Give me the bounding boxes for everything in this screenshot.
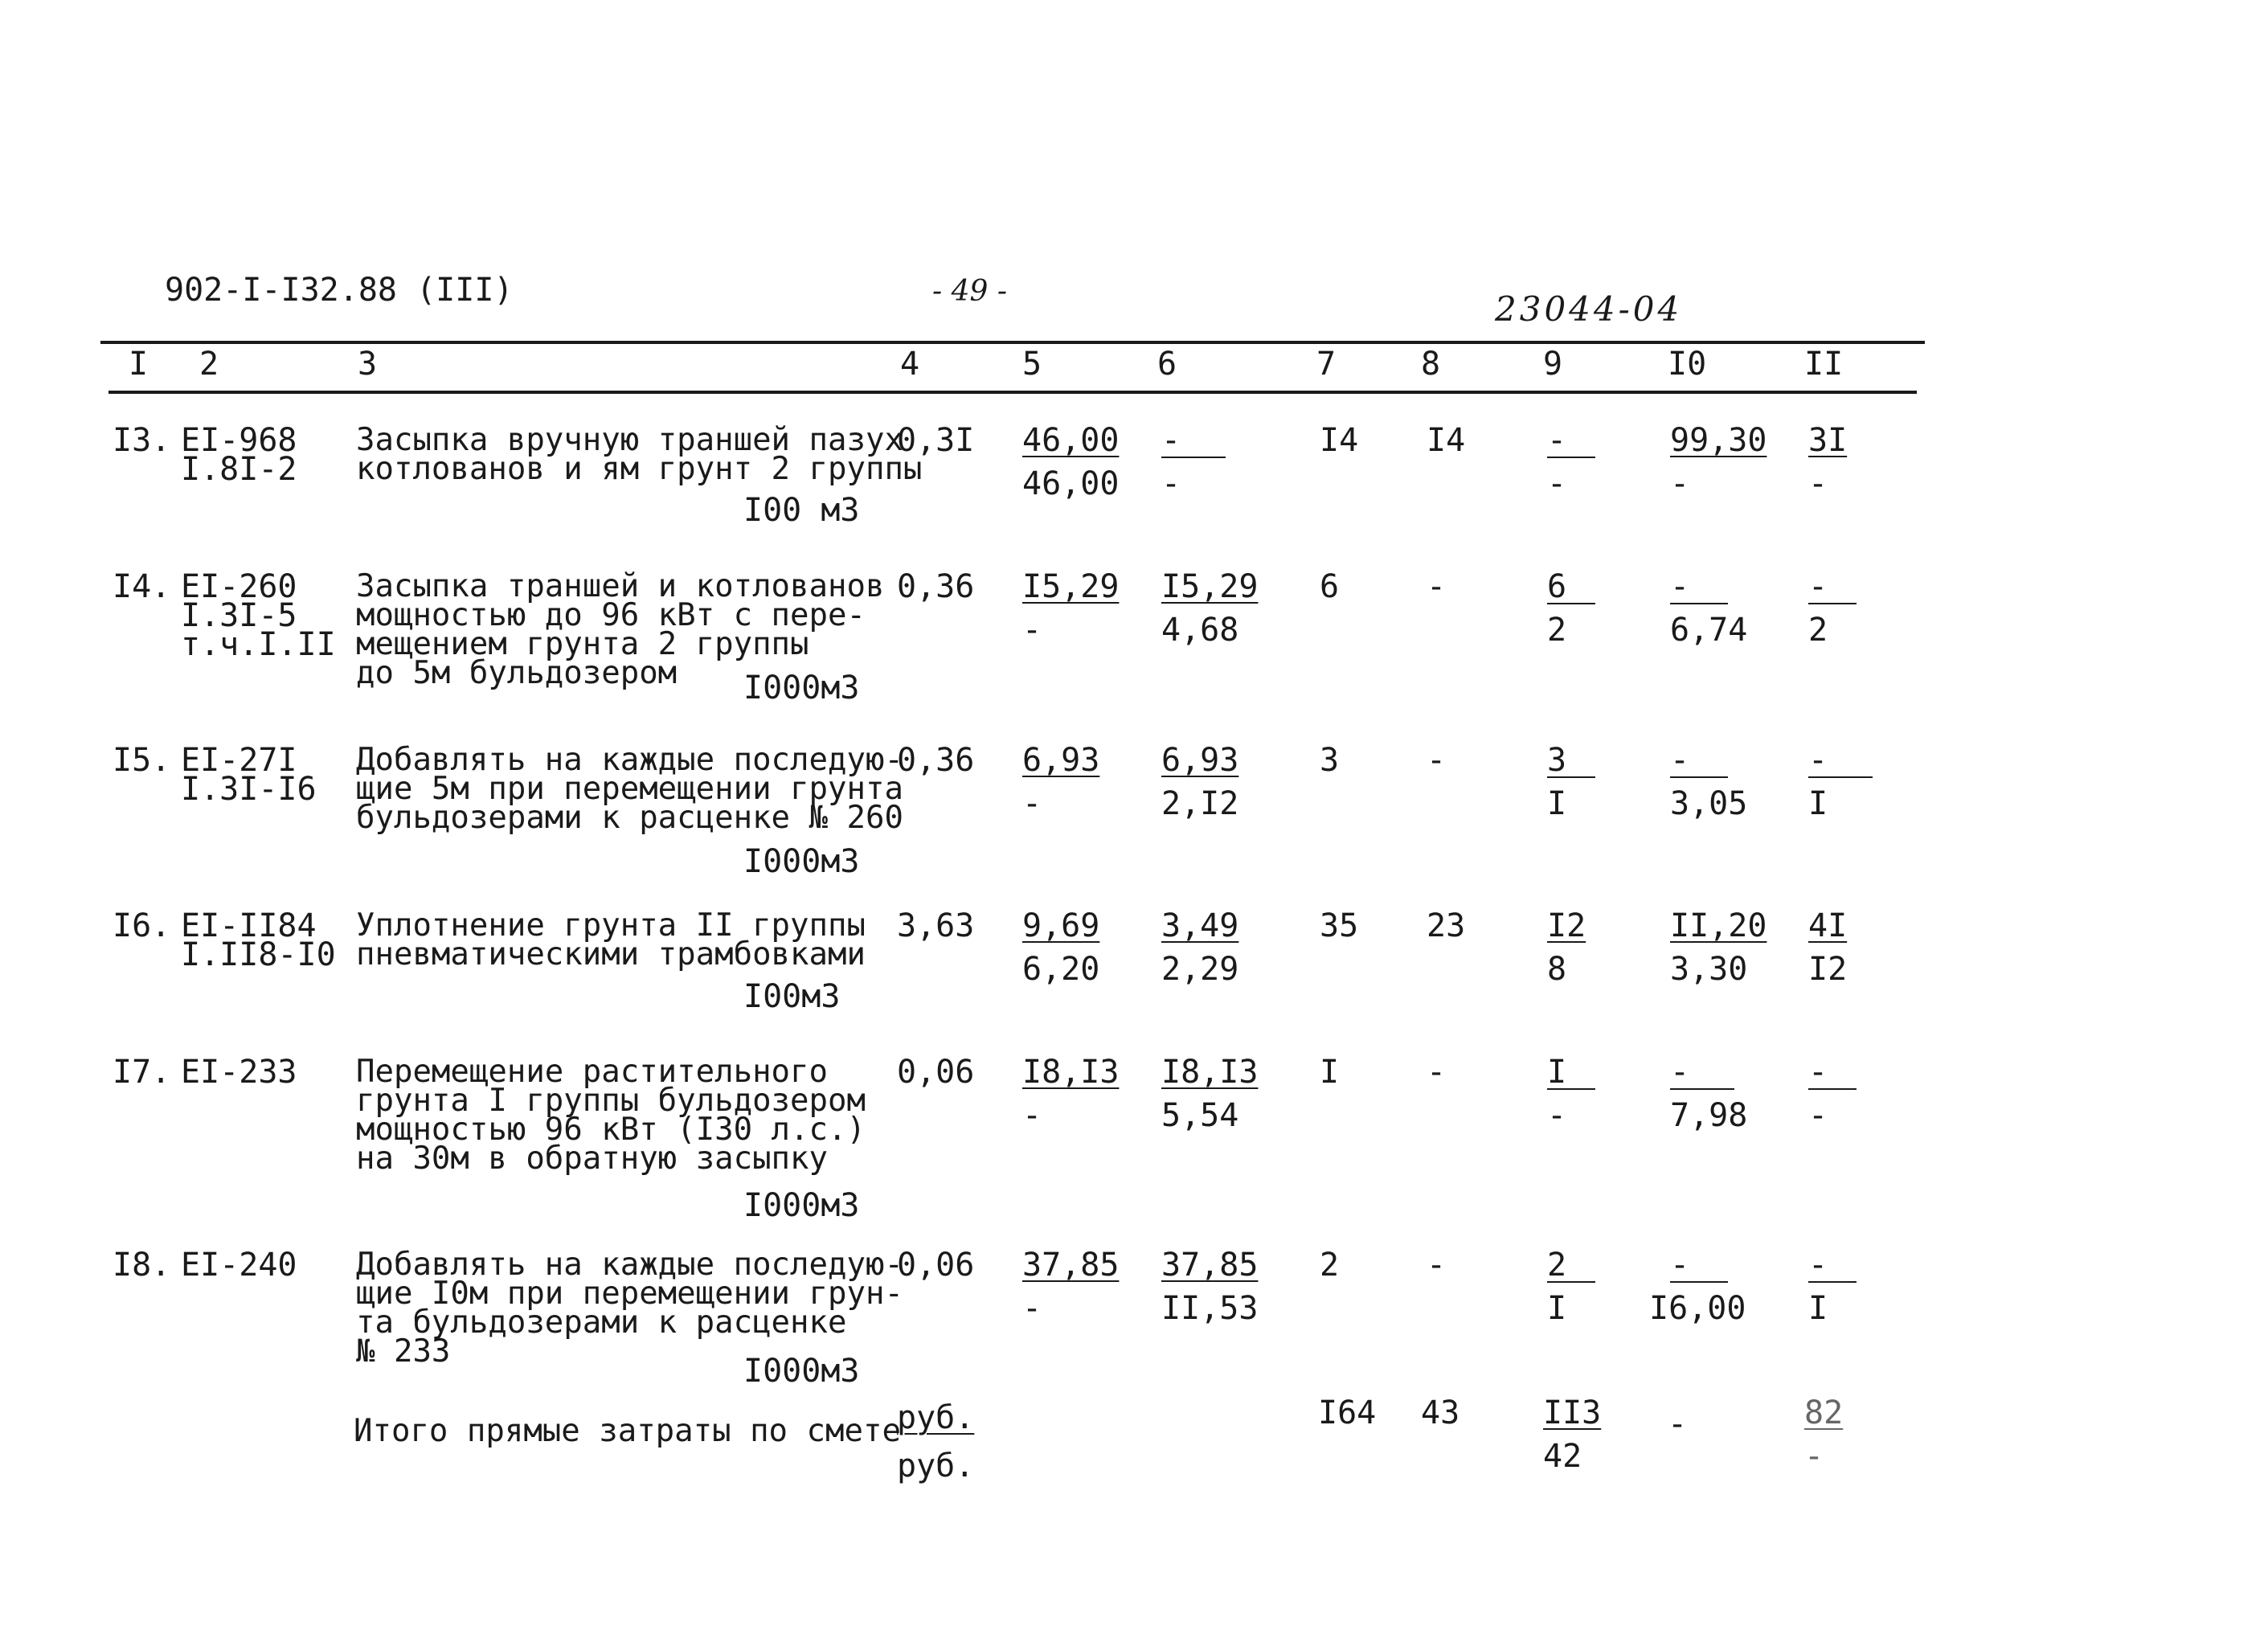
unit-of-measure: I000м3	[743, 843, 860, 880]
col7-value: 35	[1320, 907, 1359, 944]
header-bottom-rule	[108, 391, 1917, 394]
unit-price-wages: -	[1022, 785, 1042, 822]
unit-price-wages: -	[1022, 1097, 1042, 1134]
unit-of-measure: I000м3	[743, 670, 860, 706]
column-header: I	[129, 346, 149, 383]
col11-top: 4I	[1808, 907, 1848, 944]
unit-price-total: I8,I3	[1022, 1054, 1120, 1091]
col7-value: I	[1320, 1054, 1340, 1091]
total-unit-top: руб.	[897, 1399, 975, 1436]
work-description: мещением грунта 2 группы	[356, 626, 809, 662]
machine-wages: 2,I2	[1161, 785, 1239, 822]
work-description: мощностью 96 кВт (I30 л.с.)	[356, 1112, 866, 1148]
unit-of-measure: I000м3	[743, 1353, 860, 1390]
unit-of-measure: I00 м3	[743, 492, 860, 529]
col11-bottom: -	[1808, 465, 1828, 502]
work-description: мощностью до 96 кВт с пере-	[356, 597, 866, 633]
col10-bottom: 3,30	[1670, 951, 1748, 988]
machine-cost: 37,85	[1161, 1247, 1259, 1284]
document-code: 902-I-I32.88 (III)	[165, 272, 514, 309]
unit-of-measure: I000м3	[743, 1187, 860, 1224]
rate-code: EI-27I	[181, 742, 297, 779]
work-description: котлованов и ям грунт 2 группы	[356, 451, 923, 487]
row-number: I7.	[113, 1054, 171, 1091]
page-number: - 49 -	[932, 275, 1008, 308]
rate-code: EI-968	[181, 422, 297, 459]
machine-wages: 4,68	[1161, 612, 1239, 649]
quantity: 3,63	[897, 907, 975, 944]
machine-cost: 3,49	[1161, 907, 1239, 944]
col11-bottom: I2	[1808, 951, 1848, 988]
col11-bottom: 2	[1808, 612, 1828, 649]
col11-bottom: I	[1808, 785, 1828, 822]
col9-bottom: 2	[1547, 612, 1567, 649]
machine-cost: I5,29	[1161, 568, 1259, 605]
rate-code: I.3I-5	[181, 597, 297, 634]
work-description: Засыпка вручную траншей пазух	[356, 422, 903, 458]
rate-code: EI-II84	[181, 907, 317, 944]
col10-bottom: -	[1670, 465, 1690, 502]
quantity: 0,06	[897, 1054, 975, 1091]
quantity: 0,36	[897, 568, 975, 605]
col10-top: 99,30	[1670, 422, 1767, 459]
col11-top: 3I	[1808, 422, 1848, 459]
col7-value: 3	[1320, 742, 1340, 779]
column-header: 3	[358, 346, 378, 383]
rate-code: I.II8-I0	[181, 936, 336, 973]
col10-top: -	[1670, 744, 1728, 778]
unit-price-total: 6,93	[1022, 742, 1100, 779]
work-description: Добавлять на каждые последую-	[356, 1247, 903, 1283]
header-top-rule	[100, 341, 1925, 344]
machine-wages: 2,29	[1161, 951, 1239, 988]
col9-top: I2	[1547, 907, 1586, 944]
col10-bottom: 6,74	[1670, 612, 1748, 649]
rate-code: I.3I-I6	[181, 771, 317, 808]
unit-price-wages: 6,20	[1022, 951, 1100, 988]
machine-wages: II,53	[1161, 1290, 1259, 1327]
col10-top: -	[1670, 1249, 1728, 1283]
column-header: I0	[1668, 346, 1707, 383]
unit-price-total: 9,69	[1022, 907, 1100, 944]
rate-code: EI-233	[181, 1054, 297, 1091]
col10-bottom: 7,98	[1670, 1097, 1748, 1134]
work-description: Уплотнение грунта II группы	[356, 907, 866, 944]
column-header: 4	[900, 346, 920, 383]
total-col11-top: 82	[1804, 1394, 1844, 1431]
col9-bottom: -	[1547, 465, 1567, 502]
col9-top: -	[1547, 424, 1595, 458]
work-description: Перемещение растительного	[356, 1054, 828, 1090]
rate-code: I.8I-2	[181, 451, 297, 488]
col8-value: -	[1427, 742, 1447, 779]
rate-code: т.ч.I.II	[181, 626, 336, 663]
total-unit-bottom: руб.	[897, 1448, 975, 1484]
total-col11-bottom: -	[1804, 1438, 1824, 1475]
row-number: I5.	[113, 742, 171, 779]
machine-cost: -	[1161, 424, 1226, 458]
col10-top: II,20	[1670, 907, 1767, 944]
col9-top: 2	[1547, 1249, 1595, 1283]
col7-value: 6	[1320, 568, 1340, 605]
col10-bottom: I6,00	[1649, 1290, 1746, 1327]
work-description: пневматическими трамбовками	[356, 936, 866, 973]
work-description: № 233	[356, 1333, 451, 1370]
col9-bottom: I	[1547, 1290, 1567, 1327]
rate-code: EI-260	[181, 568, 297, 605]
col8-value: -	[1427, 568, 1447, 605]
unit-price-total: 46,00	[1022, 422, 1120, 459]
work-description: щие 5м при перемещении грунта	[356, 771, 903, 807]
col9-bottom: 8	[1547, 951, 1567, 988]
row-number: I6.	[113, 907, 171, 944]
col11-top: -	[1808, 744, 1873, 778]
handwritten-number: 23044-04	[1495, 289, 1683, 329]
col8-value: -	[1427, 1054, 1447, 1091]
col9-top: 6	[1547, 571, 1595, 604]
col11-top: -	[1808, 1249, 1857, 1283]
col11-bottom: -	[1808, 1097, 1828, 1134]
machine-wages: 5,54	[1161, 1097, 1239, 1134]
col11-top: -	[1808, 571, 1857, 604]
column-header: 8	[1421, 346, 1441, 383]
quantity: 0,06	[897, 1247, 975, 1284]
column-header: 5	[1022, 346, 1042, 383]
work-description: щие I0м при перемещении грун-	[356, 1276, 903, 1312]
machine-wages: -	[1161, 465, 1181, 502]
col9-bottom: -	[1547, 1097, 1567, 1134]
col9-top: I	[1547, 1056, 1595, 1090]
total-col7: I64	[1318, 1394, 1377, 1431]
column-header: 7	[1316, 346, 1337, 383]
column-header: 9	[1543, 346, 1563, 383]
unit-price-wages: -	[1022, 612, 1042, 649]
total-col8: 43	[1421, 1394, 1460, 1431]
unit-price-total: 37,85	[1022, 1247, 1120, 1284]
col11-bottom: I	[1808, 1290, 1828, 1327]
col7-value: 2	[1320, 1247, 1340, 1284]
quantity: 0,3I	[897, 422, 975, 459]
column-header: 6	[1157, 346, 1177, 383]
row-number: I8.	[113, 1247, 171, 1284]
unit-price-total: I5,29	[1022, 568, 1120, 605]
row-number: I3.	[113, 422, 171, 459]
unit-of-measure: I00м3	[743, 978, 841, 1015]
work-description: Засыпка траншей и котлованов	[356, 568, 885, 604]
total-col10-top: -	[1668, 1406, 1688, 1443]
machine-cost: I8,I3	[1161, 1054, 1259, 1091]
quantity: 0,36	[897, 742, 975, 779]
unit-price-wages: 46,00	[1022, 465, 1120, 502]
col11-top: -	[1808, 1056, 1857, 1090]
col10-bottom: 3,05	[1670, 785, 1748, 822]
total-col9-bottom: 42	[1543, 1438, 1582, 1475]
work-description: Добавлять на каждые последую-	[356, 742, 903, 778]
unit-price-wages: -	[1022, 1290, 1042, 1327]
col8-value: I4	[1427, 422, 1466, 459]
total-label: Итого прямые затраты по смете	[354, 1413, 901, 1449]
col10-top: -	[1670, 1056, 1734, 1090]
col7-value: I4	[1320, 422, 1359, 459]
col8-value: -	[1427, 1247, 1447, 1284]
work-description: бульдозерами к расценке № 260	[356, 800, 903, 836]
total-col9-top: II3	[1543, 1394, 1602, 1431]
machine-cost: 6,93	[1161, 742, 1239, 779]
col8-value: 23	[1427, 907, 1466, 944]
work-description: грунта I группы бульдозером	[356, 1083, 866, 1119]
col9-top: 3	[1547, 744, 1595, 778]
row-number: I4.	[113, 568, 171, 605]
work-description: на 30м в обратную засыпку	[356, 1140, 828, 1177]
rate-code: EI-240	[181, 1247, 297, 1284]
work-description: та бульдозерами к расценке	[356, 1304, 847, 1341]
column-header: 2	[199, 346, 219, 383]
column-header: II	[1804, 346, 1844, 383]
col9-bottom: I	[1547, 785, 1567, 822]
work-description: до 5м бульдозером	[356, 655, 678, 691]
col10-top: -	[1670, 571, 1728, 604]
